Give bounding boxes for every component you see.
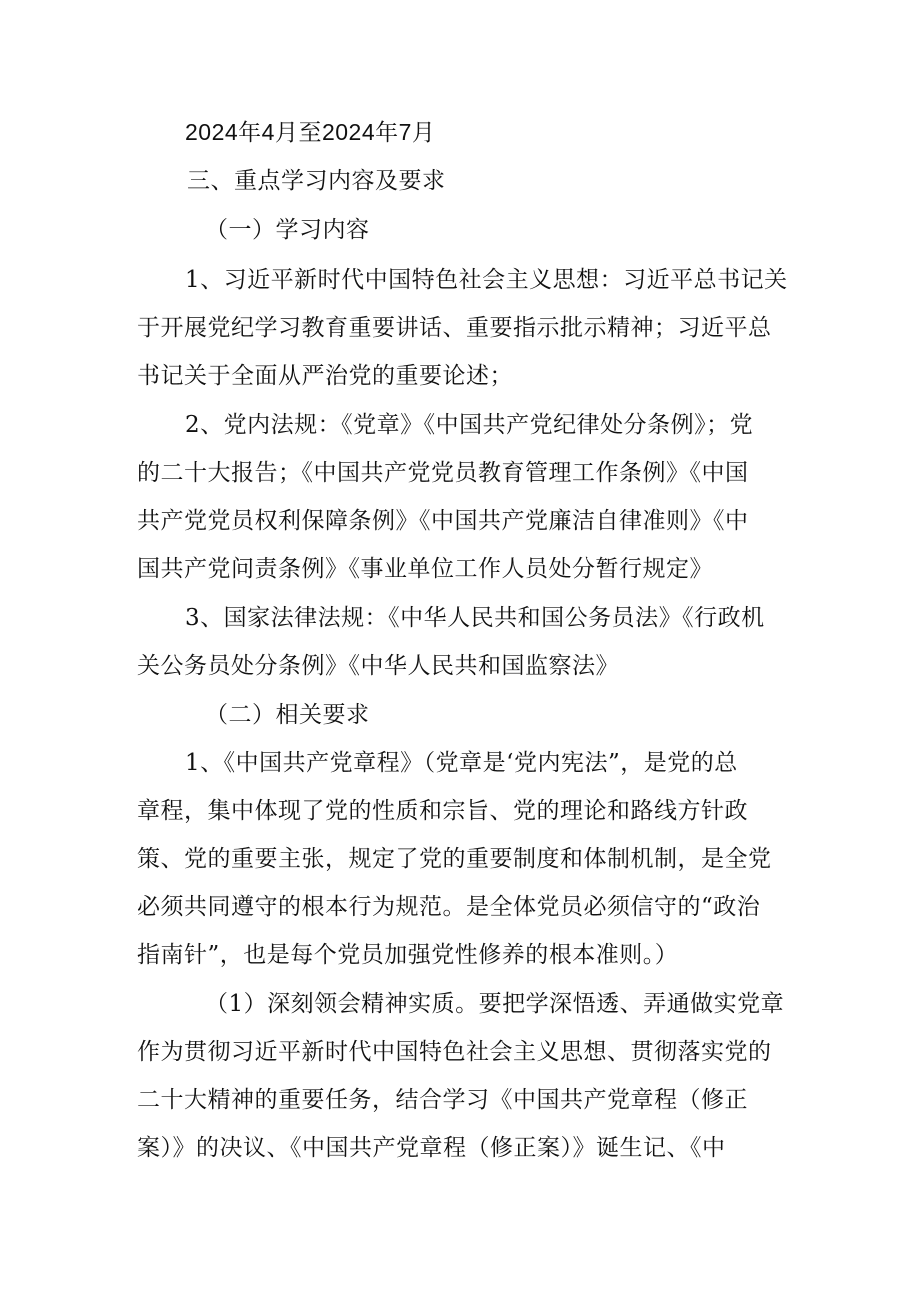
req1-line4: 必须共同遵守的根本行为规范。是全体党员必须信守的“政治 <box>137 894 761 920</box>
req1-sub1-line1: （1）深刻领会精神实质。要把学深悟透、弄通做实党章 <box>205 991 785 1017</box>
subsection-heading-requirements: （二）相关要求 <box>205 702 370 728</box>
item1-line3: 书记关于全面从严治党的重要论述； <box>137 363 513 389</box>
item2-line4: 国共产党问责条例》《事业单位工作人员处分暂行规定》 <box>137 556 713 582</box>
item3-line1: 3、国家法律法规：《中华人民共和国公务员法》《行政机 <box>185 605 765 631</box>
item3-line2: 关公务员处分条例》《中华人民共和国监察法》 <box>137 653 619 679</box>
item1-line1: 1、习近平新时代中国特色社会主义思想：习近平总书记关 <box>185 267 788 293</box>
subsection-heading-study-content: （一）学习内容 <box>205 217 370 243</box>
item2-line1: 2、党内法规：《党章》《中国共产党纪律处分条例》；党 <box>185 412 754 438</box>
section-heading: 三、重点学习内容及要求 <box>187 168 446 194</box>
req1-line5: 指南针”，也是每个党员加强党性修养的根本准则。） <box>137 942 679 968</box>
req1-sub1-line4: 案）》的决议、《中国共产党章程（修正案）》诞生记、《中 <box>137 1135 726 1161</box>
req1-line1: 1、《中国共产党章程》（党章是‘党内宪法”，是党的总 <box>185 750 738 776</box>
req1-sub1-line2: 作为贯彻习近平新时代中国特色社会主义思想、贯彻落实党的 <box>137 1039 772 1065</box>
item2-line2: 的二十大报告；《中国共产党党员教育管理工作条例》《中国 <box>137 460 749 486</box>
date-range: 2024年4月至2024年7月 <box>185 119 436 145</box>
item1-line2: 于开展党纪学习教育重要讲话、重要指示批示精神；习近平总 <box>137 315 772 341</box>
req1-line3: 策、党的重要主张，规定了党的重要制度和体制机制，是全党 <box>137 846 772 872</box>
req1-line2: 章程，集中体现了党的性质和宗旨、党的理论和路线方针政 <box>137 798 748 824</box>
item2-line3: 共产党党员权利保障条例》《中国共产党廉洁自律准则》《中 <box>137 508 749 534</box>
req1-sub1-line3: 二十大精神的重要任务，结合学习《中国共产党章程（修正 <box>137 1087 748 1113</box>
